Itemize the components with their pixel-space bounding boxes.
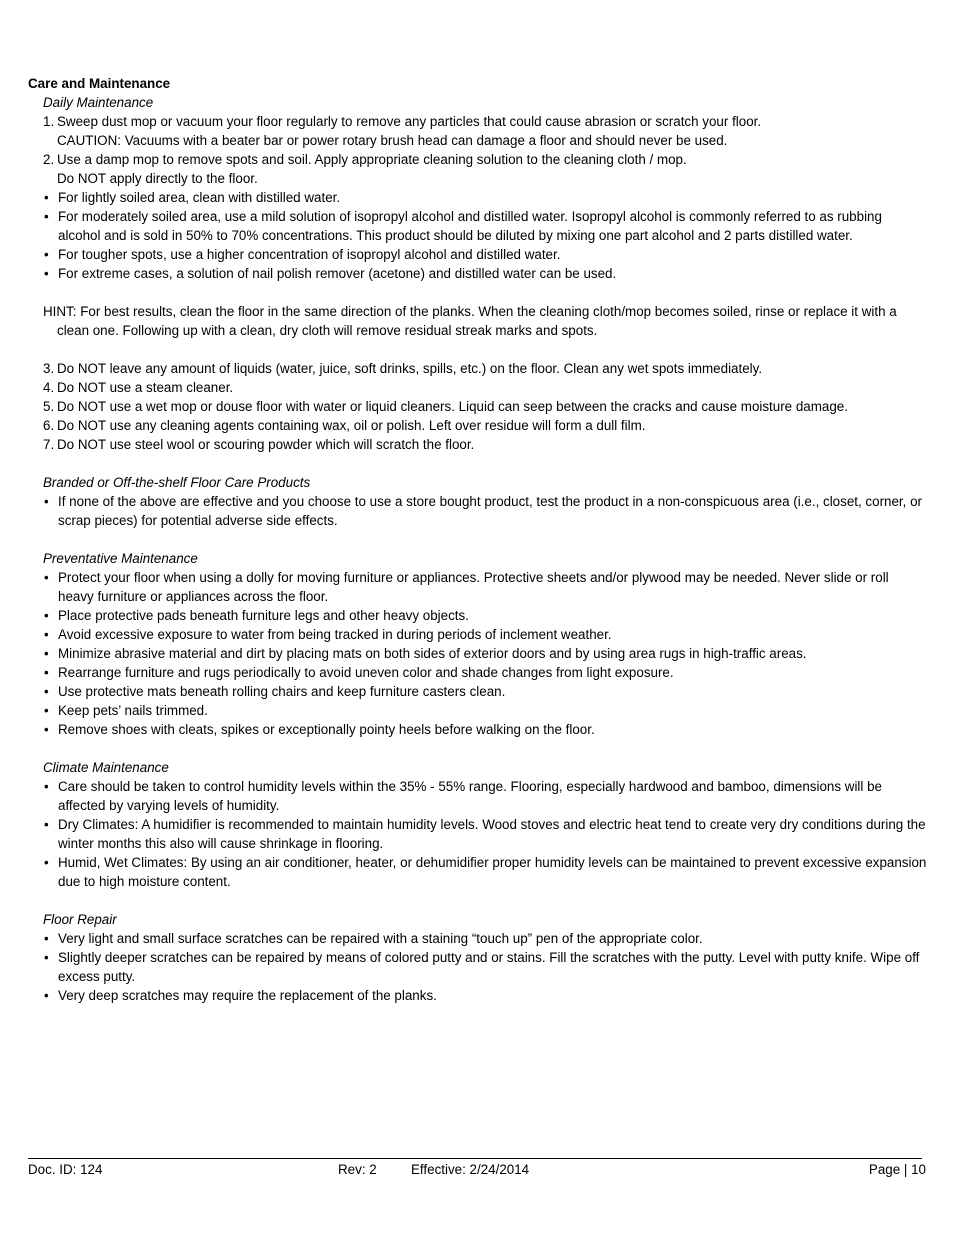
bullet-item bbox=[43, 853, 928, 891]
bullet-item bbox=[43, 492, 928, 530]
bullet-text: Use protective mats beneath rolling chairs and keep furniture casters clean. bbox=[58, 684, 506, 699]
list-number: 4. bbox=[43, 380, 55, 395]
bullet-item bbox=[43, 663, 928, 682]
bullet-item bbox=[43, 701, 928, 720]
list-item bbox=[43, 378, 928, 397]
list-item-text: Use a damp mop to remove spots and soil. Apply appropriate cleaning solution to the cleaning cloth / mop. bbox=[57, 152, 687, 167]
bullet-icon: • bbox=[44, 190, 49, 205]
bullet-icon: • bbox=[44, 931, 49, 946]
footer-page-number: Page | 10 bbox=[868, 1162, 926, 1177]
bullet-icon: • bbox=[44, 950, 49, 965]
bullet-text: Care should be taken to control humidity levels within the 35% - 55% range. Flooring, especially hardwood and bamboo, dimensions will be affected by varying levels of humidity. bbox=[58, 779, 882, 813]
bullet-text: Remove shoes with cleats, spikes or exceptionally pointy heels before walking on the floor. bbox=[58, 722, 595, 737]
footer-doc-id: Doc. ID: 124 bbox=[28, 1162, 103, 1177]
floor-repair-heading: Floor Repair bbox=[43, 912, 117, 927]
bullet-item bbox=[43, 986, 928, 1005]
footer-revision: Rev: 2 bbox=[338, 1162, 377, 1177]
branded-products-heading: Branded or Off-the-shelf Floor Care Products bbox=[43, 475, 311, 490]
list-item-text: Do NOT use any cleaning agents containing wax, oil or polish. Left over residue will form a dull film. bbox=[57, 418, 646, 433]
bullet-item bbox=[43, 682, 928, 701]
bullet-icon: • bbox=[44, 855, 49, 870]
bullet-icon: • bbox=[44, 779, 49, 794]
bullet-text: For tougher spots, use a higher concentration of isopropyl alcohol and distilled water. bbox=[58, 247, 561, 262]
bullet-item bbox=[43, 606, 928, 625]
bullet-icon: • bbox=[44, 570, 49, 585]
list-item-text: Do NOT use steel wool or scouring powder which will scratch the floor. bbox=[57, 437, 475, 452]
bullet-icon: • bbox=[44, 608, 49, 623]
bullet-item bbox=[43, 644, 928, 663]
bullet-icon: • bbox=[44, 247, 49, 262]
list-item bbox=[43, 435, 928, 454]
bullet-item bbox=[43, 188, 928, 207]
bullet-text: Avoid excessive exposure to water from being tracked in during periods of inclement weather. bbox=[58, 627, 612, 642]
bullet-text: For extreme cases, a solution of nail polish remover (acetone) and distilled water can be used. bbox=[58, 266, 617, 281]
list-number: 7. bbox=[43, 437, 55, 452]
footer-effective-date: Effective: 2/24/2014 bbox=[411, 1162, 530, 1177]
bullet-icon: • bbox=[44, 703, 49, 718]
bullet-item bbox=[43, 929, 928, 948]
climate-maintenance-heading: Climate Maintenance bbox=[43, 760, 169, 775]
bullet-text: Minimize abrasive material and dirt by placing mats on both sides of exterior doors and by using area rugs in high-traffic areas. bbox=[58, 646, 807, 661]
bullet-item bbox=[43, 207, 928, 245]
bullet-icon: • bbox=[44, 988, 49, 1003]
list-item-text: Do NOT use a wet mop or douse floor with water or liquid cleaners. Liquid can seep between the cracks and cause moisture damage. bbox=[57, 399, 848, 414]
bullet-item bbox=[43, 777, 928, 815]
bullet-text: If none of the above are effective and you choose to use a store bought product, test the product in a non-conspicuous area (i.e., closet, corner, or scrap pieces) for potential adverse side effects. bbox=[58, 494, 922, 528]
list-number: 1. bbox=[43, 114, 55, 129]
bullet-icon: • bbox=[44, 266, 49, 281]
bullet-item bbox=[43, 625, 928, 644]
list-item bbox=[43, 416, 928, 435]
list-item bbox=[43, 359, 928, 378]
list-item-text: Do NOT leave any amount of liquids (water, juice, soft drinks, spills, etc.) on the floor. Clean any wet spots immediately. bbox=[57, 361, 763, 376]
bullet-text: Protect your floor when using a dolly for moving furniture or appliances. Protective sheets and/or plywood may be needed. Never slide or roll heavy furniture or appliances across the floor. bbox=[58, 570, 889, 604]
bullet-text: Keep pets’ nails trimmed. bbox=[58, 703, 208, 718]
bullet-text: Humid, Wet Climates: By using an air conditioner, heater, or dehumidifier proper humidity levels can be maintained to prevent excessive expansion due to high moisture content. bbox=[58, 855, 927, 889]
bullet-item bbox=[43, 245, 928, 264]
list-item-text: Do NOT apply directly to the floor. bbox=[57, 171, 258, 186]
bullet-icon: • bbox=[44, 684, 49, 699]
list-number: 6. bbox=[43, 418, 55, 433]
list-item bbox=[43, 150, 928, 188]
bullet-item bbox=[43, 720, 928, 739]
bullet-item bbox=[43, 264, 928, 283]
bullet-icon: • bbox=[44, 209, 49, 224]
bullet-icon: • bbox=[44, 627, 49, 642]
section-title: Care and Maintenance bbox=[28, 76, 171, 91]
list-item-text: Do NOT use a steam cleaner. bbox=[57, 380, 234, 395]
bullet-text: Very light and small surface scratches can be repaired with a staining “touch up” pen of the appropriate color. bbox=[58, 931, 703, 946]
list-item-text: Sweep dust mop or vacuum your floor regularly to remove any particles that could cause abrasion or scratch your floor. bbox=[57, 114, 762, 129]
bullet-icon: • bbox=[44, 665, 49, 680]
bullet-text: Very deep scratches may require the replacement of the planks. bbox=[58, 988, 437, 1003]
bullet-item bbox=[43, 568, 928, 606]
list-number: 5. bbox=[43, 399, 55, 414]
list-number: 3. bbox=[43, 361, 55, 376]
bullet-icon: • bbox=[44, 494, 49, 509]
bullet-item bbox=[43, 948, 928, 986]
bullet-item bbox=[43, 815, 928, 853]
bullet-text: Dry Climates: A humidifier is recommended to maintain humidity levels. Wood stoves and electric heat tend to create very dry conditions during the winter months this also will cause shrinkage in flooring. bbox=[58, 817, 926, 851]
document-content bbox=[28, 74, 928, 1005]
list-item bbox=[43, 397, 928, 416]
bullet-icon: • bbox=[44, 722, 49, 737]
bullet-text: Rearrange furniture and rugs periodically to avoid uneven color and shade changes from light exposure. bbox=[58, 665, 674, 680]
bullet-icon: • bbox=[44, 646, 49, 661]
bullet-icon: • bbox=[44, 817, 49, 832]
list-item bbox=[43, 112, 928, 150]
footer-divider bbox=[28, 1158, 922, 1159]
bullet-text: Place protective pads beneath furniture legs and other heavy objects. bbox=[58, 608, 469, 623]
bullet-text: For lightly soiled area, clean with distilled water. bbox=[58, 190, 341, 205]
list-number: 2. bbox=[43, 152, 55, 167]
daily-maintenance-heading: Daily Maintenance bbox=[43, 95, 154, 110]
bullet-text: For moderately soiled area, use a mild solution of isopropyl alcohol and distilled water. Isopropyl alcohol is commonly referred to as rubbing alcohol and is sold in 50% to 70% concentrations. This product should be diluted by mixing one part alcohol and 2 parts distilled water. bbox=[58, 209, 882, 243]
bullet-text: Slightly deeper scratches can be repaired by means of colored putty and or stains. Fill the scratches with the putty. Level with putty knife. Wipe off excess putty. bbox=[58, 950, 920, 984]
hint-paragraph: HINT: For best results, clean the floor in the same direction of the planks. When the cleaning cloth/mop becomes soiled, rinse or replace it with a clean one. Following up with a clean, dry cloth will remove residual streak marks and spots. bbox=[43, 304, 897, 338]
list-item-text: CAUTION: Vacuums with a beater bar or power rotary brush head can damage a floor and should never be used. bbox=[57, 133, 728, 148]
preventative-maintenance-heading: Preventative Maintenance bbox=[43, 551, 198, 566]
